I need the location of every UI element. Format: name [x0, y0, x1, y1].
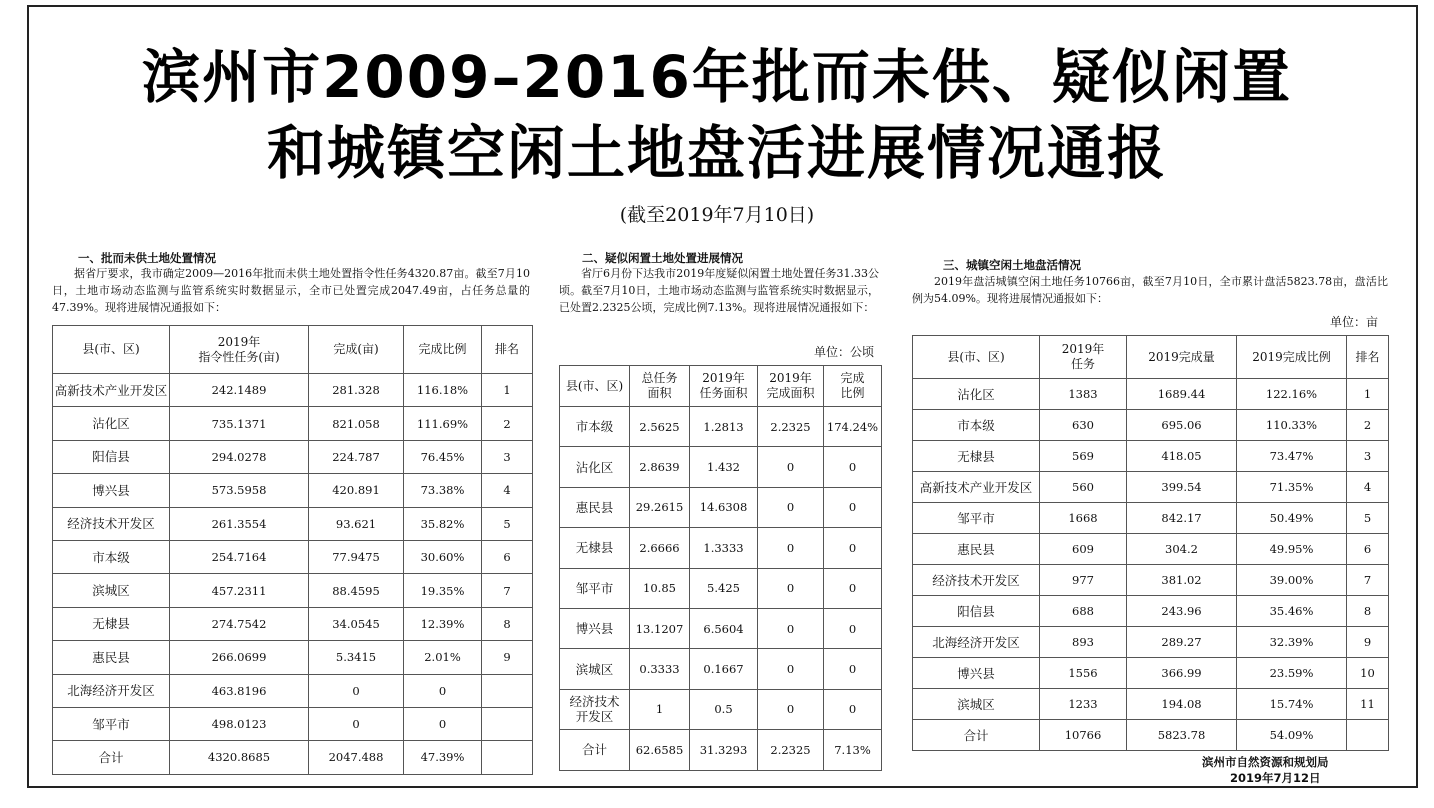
- table-row: [53, 507, 533, 540]
- value-cell: 304.2: [1127, 534, 1237, 565]
- table-row: [53, 574, 533, 607]
- table-row: [53, 374, 533, 407]
- region-cell: 博兴县: [913, 658, 1040, 689]
- region-cell: 北海经济开发区: [53, 674, 170, 707]
- region-cell: 滨城区: [53, 574, 170, 607]
- value-cell: 242.1489: [170, 374, 309, 407]
- value-cell: 7.13%: [824, 730, 882, 770]
- value-cell: 1.432: [690, 447, 758, 487]
- value-cell: 0: [824, 447, 882, 487]
- value-cell: 1689.44: [1127, 379, 1237, 410]
- region-cell: 邹平市: [53, 707, 170, 740]
- value-cell: 0: [824, 568, 882, 608]
- table-row: [560, 608, 882, 648]
- value-cell: 695.06: [1127, 410, 1237, 441]
- signature-org: 滨州市自然资源和规划局: [1202, 755, 1329, 769]
- value-cell: 19.35%: [404, 574, 482, 607]
- value-cell: 12.39%: [404, 607, 482, 640]
- section1-paragraph: 据省厅要求，我市确定2009—2016年批而未供土地处置指令性任务4320.87亩。截至7月10日，土地市场动态监测与监管系统实时数据显示，全市已处置完成2047.49亩，占任务总量的47.39%。现将进展情况通报如下：: [52, 267, 530, 314]
- total-row: [560, 730, 882, 770]
- column-header: 完成比例: [404, 326, 482, 374]
- value-cell: 77.9475: [309, 540, 404, 573]
- value-cell: 609: [1040, 534, 1127, 565]
- headline-line-1: 滨州市2009–2016年批而未供、疑似闲置: [142, 43, 1292, 111]
- value-cell: 0: [824, 649, 882, 689]
- value-cell: 7: [1347, 565, 1389, 596]
- value-cell: 821.058: [309, 407, 404, 440]
- column-header: 县(市、区): [913, 336, 1040, 379]
- value-cell: 2: [482, 407, 533, 440]
- value-cell: 224.787: [309, 440, 404, 473]
- region-cell: 合计: [560, 730, 630, 770]
- value-cell: 6.5604: [690, 608, 758, 648]
- value-cell: 47.39%: [404, 741, 482, 774]
- value-cell: 6: [482, 540, 533, 573]
- column-header: 排名: [1347, 336, 1389, 379]
- value-cell: 73.47%: [1237, 441, 1347, 472]
- value-cell: 977: [1040, 565, 1127, 596]
- value-cell: 274.7542: [170, 607, 309, 640]
- column-header: 2019完成量: [1127, 336, 1237, 379]
- region-cell: 阳信县: [53, 440, 170, 473]
- table-header-row: [913, 336, 1389, 379]
- value-cell: 0.5: [690, 689, 758, 729]
- table-row: [913, 596, 1389, 627]
- column-header: 2019完成比例: [1237, 336, 1347, 379]
- value-cell: 10.85: [630, 568, 690, 608]
- value-cell: 4320.8685: [170, 741, 309, 774]
- table-row: [53, 407, 533, 440]
- value-cell: 31.3293: [690, 730, 758, 770]
- table-row: [560, 649, 882, 689]
- region-cell: 博兴县: [560, 608, 630, 648]
- value-cell: 5: [1347, 503, 1389, 534]
- value-cell: 0: [758, 689, 824, 729]
- table-row: [53, 607, 533, 640]
- value-cell: 0: [309, 674, 404, 707]
- region-cell: 合计: [913, 720, 1040, 751]
- value-cell: 735.1371: [170, 407, 309, 440]
- value-cell: 9: [1347, 627, 1389, 658]
- value-cell: 5823.78: [1127, 720, 1237, 751]
- region-cell: 滨城区: [560, 649, 630, 689]
- value-cell: 93.621: [309, 507, 404, 540]
- value-cell: 2.2325: [758, 730, 824, 770]
- table-row: [53, 707, 533, 740]
- region-cell: 经济技术开发区: [913, 565, 1040, 596]
- value-cell: 0: [824, 689, 882, 729]
- table-row: [53, 641, 533, 674]
- table-row: [913, 503, 1389, 534]
- value-cell: 2.01%: [404, 641, 482, 674]
- total-row: [913, 720, 1389, 751]
- column-header: 县(市、区): [560, 366, 630, 407]
- value-cell: 1: [1347, 379, 1389, 410]
- region-cell: 阳信县: [913, 596, 1040, 627]
- value-cell: 0: [758, 528, 824, 568]
- value-cell: 0: [758, 568, 824, 608]
- column-header: 2019年 指令性任务(亩): [170, 326, 309, 374]
- column-header: 总任务 面积: [630, 366, 690, 407]
- region-cell: 沾化区: [560, 447, 630, 487]
- section2-title: 二、疑似闲置土地处置进展情况: [582, 251, 743, 265]
- column-header: 排名: [482, 326, 533, 374]
- table-row: [913, 379, 1389, 410]
- value-cell: 294.0278: [170, 440, 309, 473]
- region-cell: 高新技术产业开发区: [913, 472, 1040, 503]
- value-cell: 15.74%: [1237, 689, 1347, 720]
- region-cell: 无棣县: [53, 607, 170, 640]
- signature-date: 2019年7月12日: [1230, 771, 1321, 785]
- value-cell: 3: [482, 440, 533, 473]
- table-row: [913, 441, 1389, 472]
- value-cell: [482, 707, 533, 740]
- column-header: 2019年 任务: [1040, 336, 1127, 379]
- value-cell: 366.99: [1127, 658, 1237, 689]
- section2-table: [559, 365, 882, 771]
- column-header: 2019年 任务面积: [690, 366, 758, 407]
- table-row: [913, 627, 1389, 658]
- table-row: [913, 410, 1389, 441]
- value-cell: 29.2615: [630, 487, 690, 527]
- value-cell: 569: [1040, 441, 1127, 472]
- value-cell: 0: [824, 608, 882, 648]
- headline-line-2: 和城镇空闲土地盘活进展情况通报: [266, 119, 1167, 187]
- table-header-row: [560, 366, 882, 407]
- value-cell: 174.24%: [824, 407, 882, 447]
- region-cell: 市本级: [53, 540, 170, 573]
- value-cell: 35.82%: [404, 507, 482, 540]
- value-cell: 463.8196: [170, 674, 309, 707]
- value-cell: 73.38%: [404, 474, 482, 507]
- table-row: [913, 472, 1389, 503]
- region-cell: 沾化区: [53, 407, 170, 440]
- value-cell: 0: [404, 674, 482, 707]
- value-cell: 49.95%: [1237, 534, 1347, 565]
- table-row: [913, 658, 1389, 689]
- region-cell: 市本级: [560, 407, 630, 447]
- table-row: [560, 689, 882, 729]
- value-cell: 0.1667: [690, 649, 758, 689]
- region-cell: 市本级: [913, 410, 1040, 441]
- table-row: [560, 407, 882, 447]
- value-cell: 420.891: [309, 474, 404, 507]
- value-cell: 0: [758, 608, 824, 648]
- value-cell: 2047.488: [309, 741, 404, 774]
- value-cell: [482, 741, 533, 774]
- value-cell: 8: [482, 607, 533, 640]
- value-cell: 110.33%: [1237, 410, 1347, 441]
- value-cell: 1.3333: [690, 528, 758, 568]
- value-cell: 842.17: [1127, 503, 1237, 534]
- value-cell: 289.27: [1127, 627, 1237, 658]
- value-cell: 630: [1040, 410, 1127, 441]
- region-cell: 惠民县: [53, 641, 170, 674]
- region-cell: 邹平市: [913, 503, 1040, 534]
- value-cell: 560: [1040, 472, 1127, 503]
- region-cell: 北海经济开发区: [913, 627, 1040, 658]
- value-cell: 88.4595: [309, 574, 404, 607]
- value-cell: 54.09%: [1237, 720, 1347, 751]
- value-cell: 893: [1040, 627, 1127, 658]
- column-header: 县(市、区): [53, 326, 170, 374]
- value-cell: 254.7164: [170, 540, 309, 573]
- value-cell: 0.3333: [630, 649, 690, 689]
- region-cell: 惠民县: [913, 534, 1040, 565]
- table-row: [53, 440, 533, 473]
- value-cell: 0: [758, 447, 824, 487]
- value-cell: 498.0123: [170, 707, 309, 740]
- value-cell: 688: [1040, 596, 1127, 627]
- table-row: [913, 689, 1389, 720]
- value-cell: 573.5958: [170, 474, 309, 507]
- value-cell: 1233: [1040, 689, 1127, 720]
- value-cell: 2.5625: [630, 407, 690, 447]
- value-cell: 30.60%: [404, 540, 482, 573]
- table-row: [560, 568, 882, 608]
- region-cell: 经济技术开发区: [53, 507, 170, 540]
- value-cell: 32.39%: [1237, 627, 1347, 658]
- value-cell: 39.00%: [1237, 565, 1347, 596]
- value-cell: 2.2325: [758, 407, 824, 447]
- value-cell: 35.46%: [1237, 596, 1347, 627]
- value-cell: 0: [824, 487, 882, 527]
- value-cell: 2.8639: [630, 447, 690, 487]
- region-cell: 沾化区: [913, 379, 1040, 410]
- value-cell: 34.0545: [309, 607, 404, 640]
- value-cell: 1556: [1040, 658, 1127, 689]
- table-row: [53, 540, 533, 573]
- value-cell: [482, 674, 533, 707]
- value-cell: 0: [404, 707, 482, 740]
- column-header: 完成 比例: [824, 366, 882, 407]
- section3-title: 三、城镇空闲土地盘活情况: [943, 258, 1081, 272]
- section3-paragraph: 2019年盘活城镇空闲土地任务10766亩，截至7月10日，全市累计盘活5823.78亩，盘活比例为54.09%。现将进展情况通报如下：: [912, 275, 1388, 305]
- value-cell: 111.69%: [404, 407, 482, 440]
- table-row: [53, 674, 533, 707]
- value-cell: 10: [1347, 658, 1389, 689]
- region-cell: 经济技术 开发区: [560, 689, 630, 729]
- value-cell: 266.0699: [170, 641, 309, 674]
- section2-unit: 单位：公顷: [814, 345, 875, 359]
- value-cell: 13.1207: [630, 608, 690, 648]
- value-cell: 1: [630, 689, 690, 729]
- value-cell: 5: [482, 507, 533, 540]
- value-cell: 62.6585: [630, 730, 690, 770]
- value-cell: 50.49%: [1237, 503, 1347, 534]
- section3-table: [912, 335, 1389, 751]
- section1-title: 一、批而未供土地处置情况: [78, 251, 216, 265]
- value-cell: 7: [482, 574, 533, 607]
- table-row: [560, 447, 882, 487]
- region-cell: 惠民县: [560, 487, 630, 527]
- value-cell: 0: [758, 487, 824, 527]
- value-cell: 399.54: [1127, 472, 1237, 503]
- value-cell: 381.02: [1127, 565, 1237, 596]
- table-row: [913, 565, 1389, 596]
- region-cell: 高新技术产业开发区: [53, 374, 170, 407]
- value-cell: 116.18%: [404, 374, 482, 407]
- section3-unit: 单位：亩: [1330, 315, 1379, 329]
- value-cell: 457.2311: [170, 574, 309, 607]
- region-cell: 合计: [53, 741, 170, 774]
- region-cell: 无棣县: [913, 441, 1040, 472]
- value-cell: [1347, 720, 1389, 751]
- value-cell: 1: [482, 374, 533, 407]
- value-cell: 261.3554: [170, 507, 309, 540]
- value-cell: 243.96: [1127, 596, 1237, 627]
- value-cell: 4: [1347, 472, 1389, 503]
- section1-table: [52, 325, 533, 775]
- value-cell: 76.45%: [404, 440, 482, 473]
- value-cell: 10766: [1040, 720, 1127, 751]
- section2-paragraph: 省厅6月份下达我市2019年度疑似闲置土地处置任务31.33公顷。截至7月10日，土地市场动态监测与监管系统实时数据显示，已处置2.2325公顷，完成比例7.13%。现将进展情况通报如下：: [559, 267, 879, 314]
- region-cell: 滨城区: [913, 689, 1040, 720]
- table-row: [560, 487, 882, 527]
- region-cell: 博兴县: [53, 474, 170, 507]
- table-row: [53, 474, 533, 507]
- value-cell: 71.35%: [1237, 472, 1347, 503]
- value-cell: 122.16%: [1237, 379, 1347, 410]
- value-cell: 14.6308: [690, 487, 758, 527]
- value-cell: 4: [482, 474, 533, 507]
- table-row: [560, 528, 882, 568]
- value-cell: 0: [309, 707, 404, 740]
- value-cell: 194.08: [1127, 689, 1237, 720]
- value-cell: 5.3415: [309, 641, 404, 674]
- value-cell: 11: [1347, 689, 1389, 720]
- table-row: [913, 534, 1389, 565]
- value-cell: 418.05: [1127, 441, 1237, 472]
- column-header: 2019年 完成面积: [758, 366, 824, 407]
- total-row: [53, 741, 533, 774]
- value-cell: 6: [1347, 534, 1389, 565]
- value-cell: 0: [758, 649, 824, 689]
- value-cell: 1.2813: [690, 407, 758, 447]
- value-cell: 2.6666: [630, 528, 690, 568]
- value-cell: 23.59%: [1237, 658, 1347, 689]
- value-cell: 1668: [1040, 503, 1127, 534]
- table-header-row: [53, 326, 533, 374]
- column-header: 完成(亩): [309, 326, 404, 374]
- value-cell: 2: [1347, 410, 1389, 441]
- value-cell: 3: [1347, 441, 1389, 472]
- value-cell: 281.328: [309, 374, 404, 407]
- value-cell: 0: [824, 528, 882, 568]
- region-cell: 邹平市: [560, 568, 630, 608]
- value-cell: 9: [482, 641, 533, 674]
- value-cell: 5.425: [690, 568, 758, 608]
- region-cell: 无棣县: [560, 528, 630, 568]
- value-cell: 8: [1347, 596, 1389, 627]
- subtitle-date: (截至2019年7月10日): [619, 204, 815, 226]
- value-cell: 1383: [1040, 379, 1127, 410]
